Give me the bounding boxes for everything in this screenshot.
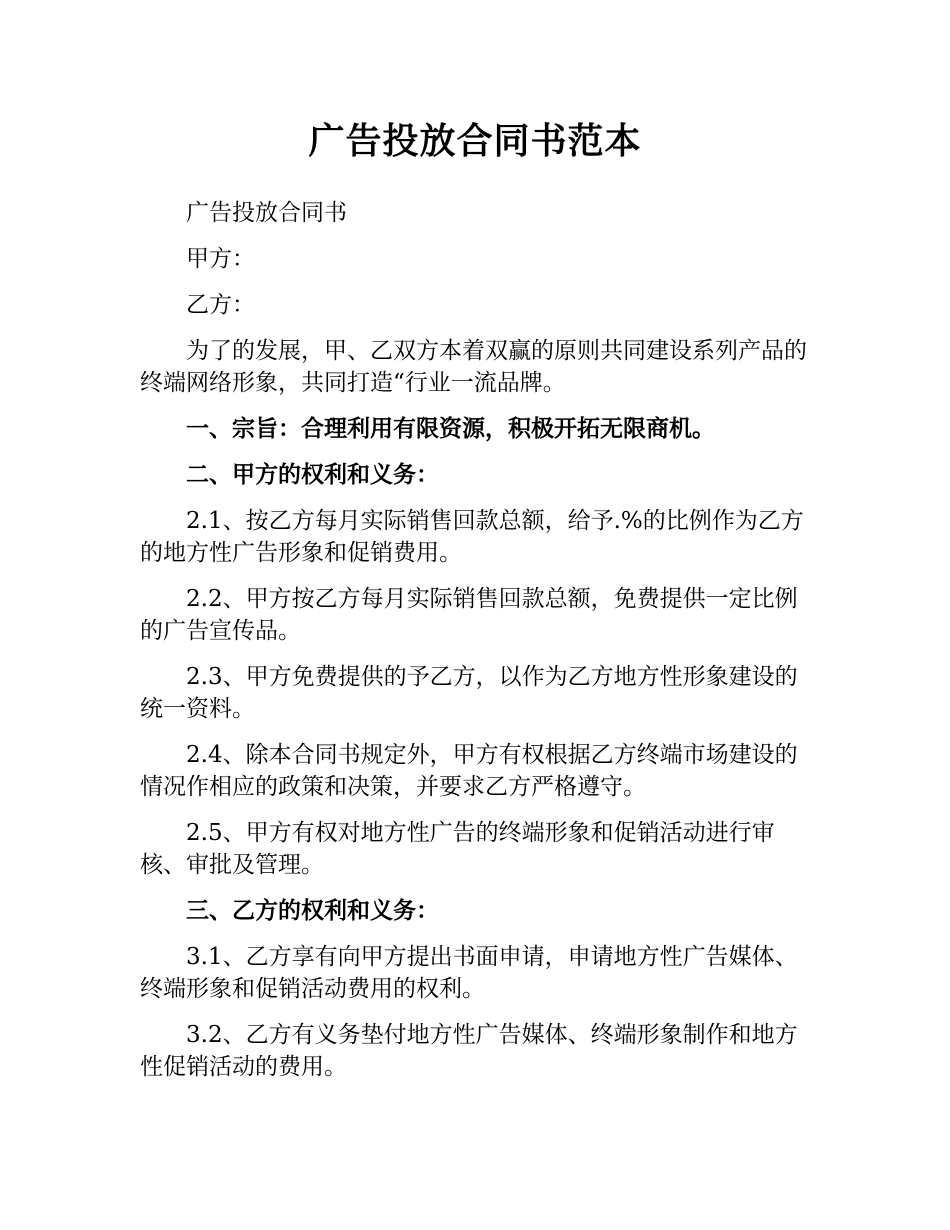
clause-2-5: 2.5、甲方有权对地方性广告的终端形象和促销活动进行审核、审批及管理。 <box>140 820 775 878</box>
section-heading-party-a-rights: 二、甲方的权利和义务： <box>186 462 439 488</box>
paragraph-contract-name: 广告投放合同书 <box>186 200 347 226</box>
paragraph-party-b: 乙方： <box>186 292 255 318</box>
clause-2-4: 2.4、除本合同书规定外，甲方有权根据乙方终端市场建设的情况作相应的政策和决策，并要求乙方严格遵守。 <box>140 742 798 800</box>
clause-2-1: 2.1、按乙方每月实际销售回款总额，给予.%的比例作为乙方的地方性广告形象和促销费用。 <box>140 508 804 566</box>
paragraph-party-a: 甲方： <box>186 246 255 272</box>
document-title: 广告投放合同书范本 <box>308 121 642 162</box>
clause-2-3: 2.3、甲方免费提供的予乙方，以作为乙方地方性形象建设的统一资料。 <box>140 664 798 722</box>
clause-3-1: 3.1、乙方享有向甲方提出书面申请，申请地方性广告媒体、终端形象和促销活动费用的权利。 <box>140 944 798 1002</box>
document-body <box>140 197 810 1097</box>
paragraph-preamble: 为了的发展，甲、乙双方本着双赢的原则共同建设系列产品的终端网络形象，共同打造“行业一流品牌。 <box>140 338 807 396</box>
clause-3-2: 3.2、乙方有义务垫付地方性广告媒体、终端形象制作和地方性促销活动的费用。 <box>140 1022 798 1080</box>
section-heading-party-b-rights: 三、乙方的权利和义务： <box>186 898 439 924</box>
section-heading-purpose: 一、宗旨：合理利用有限资源，积极开拓无限商机。 <box>186 416 715 442</box>
clause-2-2: 2.2、甲方按乙方每月实际销售回款总额，免费提供一定比例的广告宣传品。 <box>140 586 798 644</box>
